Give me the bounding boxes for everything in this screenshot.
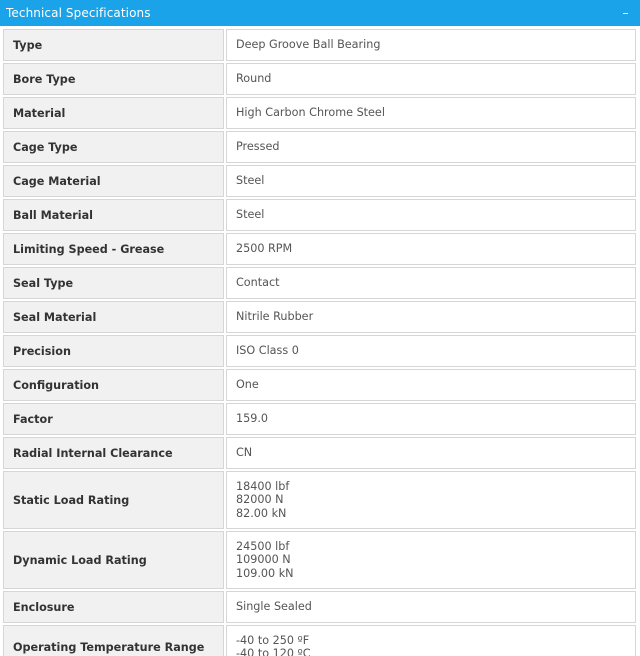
spec-value-line: Deep Groove Ball Bearing [236,38,381,52]
spec-value [226,335,636,367]
spec-row [3,267,636,299]
spec-row [3,165,636,197]
spec-value [226,531,636,589]
spec-label: Radial Internal Clearance [3,437,224,469]
spec-value-line: High Carbon Chrome Steel [236,106,385,120]
spec-row [3,403,636,435]
spec-value [226,97,636,129]
spec-value [226,301,636,333]
spec-value-line: 159.0 [236,412,269,426]
spec-value-line: -40 to 250 ºF [236,633,310,647]
spec-label: Material [3,97,224,129]
spec-value [226,233,636,265]
panel-header[interactable] [0,0,640,26]
spec-value-line: 82000 N [236,493,284,507]
spec-label: Configuration [3,369,224,401]
spec-value-line: 109.00 kN [236,566,294,580]
spec-label: Precision [3,335,224,367]
spec-value [226,165,636,197]
spec-row [3,301,636,333]
spec-label: Cage Type [3,131,224,163]
spec-row [3,131,636,163]
spec-value [226,199,636,231]
spec-value-line: Contact [236,276,280,290]
spec-label: Cage Material [3,165,224,197]
spec-row [3,437,636,469]
spec-value-line: 2500 RPM [236,242,293,256]
spec-label: Factor [3,403,224,435]
spec-value-line: Round [236,72,272,86]
spec-row [3,471,636,529]
spec-row [3,233,636,265]
spec-row [3,199,636,231]
spec-label: Enclosure [3,591,224,623]
spec-value-line: 109000 N [236,553,291,567]
spec-value [226,131,636,163]
spec-row [3,531,636,589]
spec-row [3,335,636,367]
spec-row [3,625,636,656]
spec-value [226,29,636,61]
spec-label: Dynamic Load Rating [3,531,224,589]
spec-row [3,369,636,401]
spec-value-line: 82.00 kN [236,506,287,520]
spec-row [3,63,636,95]
specs-table [1,27,638,656]
spec-value [226,437,636,469]
spec-label: Limiting Speed - Grease [3,233,224,265]
spec-label: Type [3,29,224,61]
spec-value-line: One [236,378,259,392]
spec-label: Bore Type [3,63,224,95]
spec-value-line: -40 to 120 ºC [236,647,311,656]
spec-value [226,267,636,299]
spec-row [3,591,636,623]
spec-value-line: 18400 lbf [236,479,290,493]
spec-value-line: Steel [236,208,265,222]
spec-value [226,591,636,623]
spec-value [226,471,636,529]
spec-label: Seal Material [3,301,224,333]
spec-value [226,63,636,95]
spec-value [226,369,636,401]
spec-value-line: Single Sealed [236,600,312,614]
spec-label: Ball Material [3,199,224,231]
spec-value-line: ISO Class 0 [236,344,299,358]
panel-title: Technical Specifications [6,6,151,20]
spec-row [3,29,636,61]
spec-label: Seal Type [3,267,224,299]
spec-value [226,403,636,435]
spec-value-line: 24500 lbf [236,539,290,553]
spec-value-line: Steel [236,174,265,188]
spec-value-line: Pressed [236,140,280,154]
spec-value-line: Nitrile Rubber [236,310,314,324]
spec-value-line: CN [236,446,253,460]
spec-value [226,625,636,656]
spec-row [3,97,636,129]
spec-label: Static Load Rating [3,471,224,529]
spec-label: Operating Temperature Range [3,625,224,656]
minus-icon[interactable] [618,6,632,20]
